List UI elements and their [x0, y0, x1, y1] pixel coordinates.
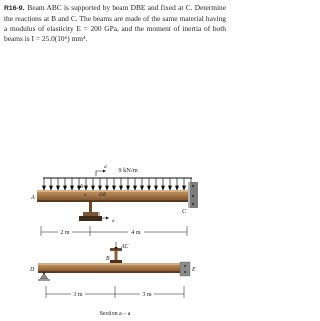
- dim-3m-right: 3 m: [142, 292, 152, 298]
- label-a-right: a: [112, 218, 115, 224]
- support-b-upper: [79, 202, 102, 221]
- label-e: E: [192, 267, 196, 273]
- distributed-load: [43, 167, 193, 190]
- problem-text: Beam ABC is supported by beam DBE and fixed at C. Determine the reactions at B and C. The beams are made of the same material having a modulus of elasticity E = 200 GPa, and the moment of inertia of both beams is I = 25.0(10⁶) mm⁴.: [4, 3, 226, 44]
- dim-3m-left: 3 m: [73, 292, 83, 298]
- pin-support-d: [38, 272, 50, 281]
- load-label: 9 kN/m: [118, 167, 138, 174]
- label-de-upper: DE: [99, 192, 107, 198]
- beam-dbe: [38, 263, 190, 273]
- roller-support-e: [180, 262, 190, 276]
- load-arrows: [43, 178, 193, 190]
- section-caption: Section a – a: [99, 311, 131, 317]
- dim-4m: 4 m: [131, 230, 141, 236]
- label-b-lower: B: [106, 256, 110, 262]
- label-ac: AC: [121, 244, 129, 250]
- problem-number: R16-9.: [4, 5, 25, 12]
- dim-2m: 2 m: [60, 230, 70, 236]
- section-a-top-label: a: [104, 164, 107, 170]
- label-a-left: a: [84, 192, 87, 198]
- lower-dimension: [46, 286, 184, 298]
- beam-abc-bottom-flange: [37, 200, 189, 202]
- beam-abc-top-flange: [37, 190, 189, 192]
- label-a: A: [31, 194, 35, 201]
- fixed-support-c: [188, 182, 198, 208]
- label-c: C: [182, 208, 187, 215]
- label-d: D: [30, 267, 35, 273]
- beam-abc: [37, 190, 189, 202]
- label-b-upper: B: [80, 184, 84, 190]
